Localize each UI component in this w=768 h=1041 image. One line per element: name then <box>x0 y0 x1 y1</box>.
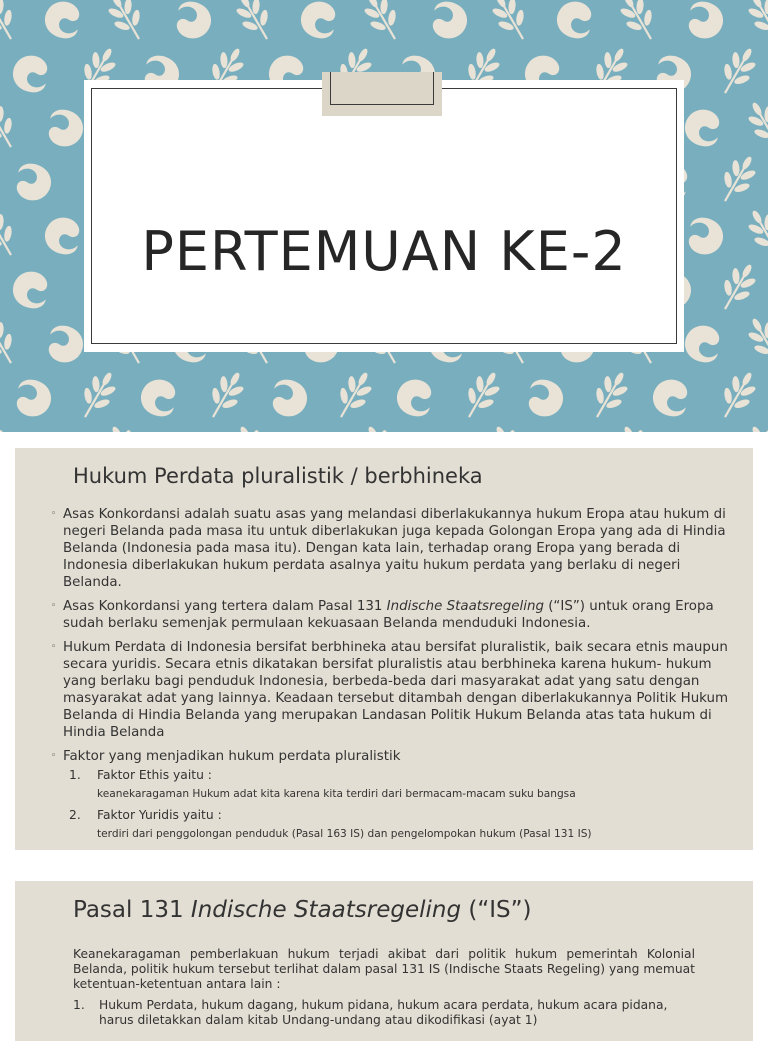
paisley-motif <box>40 0 86 42</box>
factor-detail: terdiri dari penggolongan penduduk (Pasal 163 IS) dan pengelompokan hukum (Pasal 131 IS) <box>97 828 592 840</box>
factor-detail: keanekaragaman Hukum adat kita karena kita terdiri dari bermacam-macam suku bangsa <box>97 788 576 800</box>
paisley-motif <box>8 50 54 96</box>
paisley-motif <box>42 106 88 152</box>
paisley-motif <box>40 428 86 432</box>
paisley-motif <box>10 376 56 422</box>
leaf-sprig-motif <box>612 0 665 47</box>
slide-body <box>47 506 737 847</box>
leaf-sprig-motif <box>327 365 380 425</box>
list-text: Hukum Perdata, hukum dagang, hukum pidana, hukum acara perdata, hukum acara pidana, harus diletakkan dalam kitab Undang-undang atau dikodifikasi (ayat 1) <box>99 998 668 1027</box>
paisley-motif <box>682 214 728 260</box>
slide-title: PERTEMUAN KE-2 <box>141 220 627 283</box>
slide-body <box>73 947 695 1028</box>
leaf-sprig-motif <box>100 0 153 47</box>
paisley-motif <box>392 374 438 420</box>
factor-list <box>47 767 737 841</box>
paisley-motif <box>680 320 726 366</box>
title-slide <box>0 0 768 432</box>
title-card <box>84 80 684 352</box>
leaf-sprig-motif <box>711 257 764 317</box>
leaf-sprig-motif <box>740 203 768 263</box>
bullet-text: Hukum Perdata di Indonesia bersifat berbhineka atau bersifat pluralistik, baik secara etnis maupun secara yuridis. Secara etnis dikatakan bersifat pluralistis atau berbhineka karena hukum- hukum yang berlaku bagi penduduk Indonesia, berbeda-beda dari masyarakat adat yang satu dengan masyarakat adat yang lainnya. Keadaan tersebut ditambah dengan diberlakukannya Politik Hukum Belanda di Hindia Belanda yang merupakan Landasan Politik Hukum Belanda atas tata hukum di Hindia Belanda <box>63 640 729 740</box>
leaf-sprig-motif <box>740 419 768 432</box>
leaf-sprig-motif <box>228 0 281 47</box>
paisley-motif <box>552 428 598 432</box>
paisley-motif <box>648 374 694 420</box>
title-card-tab <box>322 72 442 116</box>
leaf-sprig-motif <box>0 419 25 432</box>
bullet-text: Asas Konkordansi yang tertera dalam Pasal 131 <box>63 599 387 614</box>
factor-number: 1. <box>69 768 81 782</box>
slide-heading: Hukum Perdata pluralistik / berbhineka <box>73 464 483 488</box>
paisley-motif <box>8 266 54 312</box>
leaf-sprig-motif <box>583 365 636 425</box>
title-card-frame <box>91 88 677 344</box>
paisley-motif <box>170 0 216 44</box>
title-card-tab-frame <box>330 72 434 105</box>
leaf-sprig-motif <box>455 365 508 425</box>
bullet-item <box>47 598 737 632</box>
leaf-sprig-motif <box>612 419 665 432</box>
leaf-sprig-motif <box>356 0 409 47</box>
leaf-sprig-motif <box>711 41 764 101</box>
paisley-motif <box>296 0 342 42</box>
leaf-sprig-motif <box>356 419 409 432</box>
paisley-motif <box>522 376 568 422</box>
paisley-motif <box>426 0 472 44</box>
paisley-motif <box>266 376 312 422</box>
paisley-motif <box>40 212 86 258</box>
leaf-sprig-motif <box>740 0 768 47</box>
paisley-motif <box>296 428 342 432</box>
paisley-motif <box>682 0 728 44</box>
bullet-item <box>47 748 737 765</box>
heading-text: (“IS”) <box>461 897 532 923</box>
bullet-item <box>47 639 737 741</box>
list-number: 1. <box>73 998 85 1012</box>
leaf-sprig-motif <box>71 365 124 425</box>
factor-number: 2. <box>69 808 81 822</box>
heading-text-italic: Indische Staatsregeling <box>190 897 462 923</box>
paisley-motif <box>426 430 472 432</box>
leaf-sprig-motif <box>0 0 25 47</box>
leaf-sprig-motif <box>711 149 764 209</box>
slide-heading <box>73 897 532 923</box>
paisley-motif <box>552 0 598 42</box>
factor-item <box>63 767 737 783</box>
leaf-sprig-motif <box>484 419 537 432</box>
leaf-sprig-motif <box>740 311 768 371</box>
bullet-text: (“IS”) untuk orang Eropa sudah berlaku semenjak permulaan kekuasaan Belanda menduduki Indonesia. <box>63 599 714 631</box>
bullet-marker: ◦ <box>51 642 57 652</box>
factor-item <box>63 807 737 823</box>
bullet-item <box>47 506 737 591</box>
paisley-motif <box>136 374 182 420</box>
bullet-marker: ◦ <box>51 601 57 611</box>
paisley-motif <box>10 160 56 206</box>
bullet-text: Asas Konkordansi adalah suatu asas yang melandasi diberlakukannya hukum Eropa atau hukum di negeri Belanda pada masa itu untuk diberlakukan juga kepada Golongan Eropa yang ada di Hindia Belanda (Indonesia pada masa itu). Dengan kata lain, terhadap orang Eropa yang berada di Indonesia diberlakukan hukum perdata asalnya yaitu hukum perdata yang berlaku di negeri Belanda. <box>63 507 726 590</box>
paisley-motif <box>680 104 726 150</box>
paisley-motif <box>42 322 88 368</box>
leaf-sprig-motif <box>711 365 764 425</box>
leaf-sprig-motif <box>0 95 25 155</box>
bullet-marker: ◦ <box>51 751 57 761</box>
factor-label: Faktor Ethis yaitu : <box>97 768 212 782</box>
leaf-sprig-motif <box>0 203 25 263</box>
bullet-text: Faktor yang menjadikan hukum perdata pluralistik <box>63 749 401 764</box>
paisley-motif <box>682 430 728 432</box>
bullet-marker: ◦ <box>51 509 57 519</box>
leaf-sprig-motif <box>199 365 252 425</box>
heading-text: Pasal 131 <box>73 897 191 923</box>
paisley-motif <box>170 430 216 432</box>
leaf-sprig-motif <box>100 419 153 432</box>
leaf-sprig-motif <box>0 311 25 371</box>
bullet-text-italic: Indische Staatsregeling <box>386 599 544 614</box>
leaf-sprig-motif <box>484 0 537 47</box>
content-slide-pluralistik <box>15 448 753 850</box>
leaf-sprig-motif <box>228 419 281 432</box>
leaf-sprig-motif <box>740 95 768 155</box>
content-slide-pasal-131 <box>15 881 753 1041</box>
intro-paragraph: Keanekaragaman pemberlakuan hukum terjadi akibat dari politik hukum pemerintah Kolonial Belanda, politik hukum tersebut terlihat dalam pasal 131 IS (Indische Staats Regeling) yang memuat ketentuan-ketentuan antara lain : <box>73 947 695 991</box>
factor-label: Faktor Yuridis yaitu : <box>97 808 222 822</box>
